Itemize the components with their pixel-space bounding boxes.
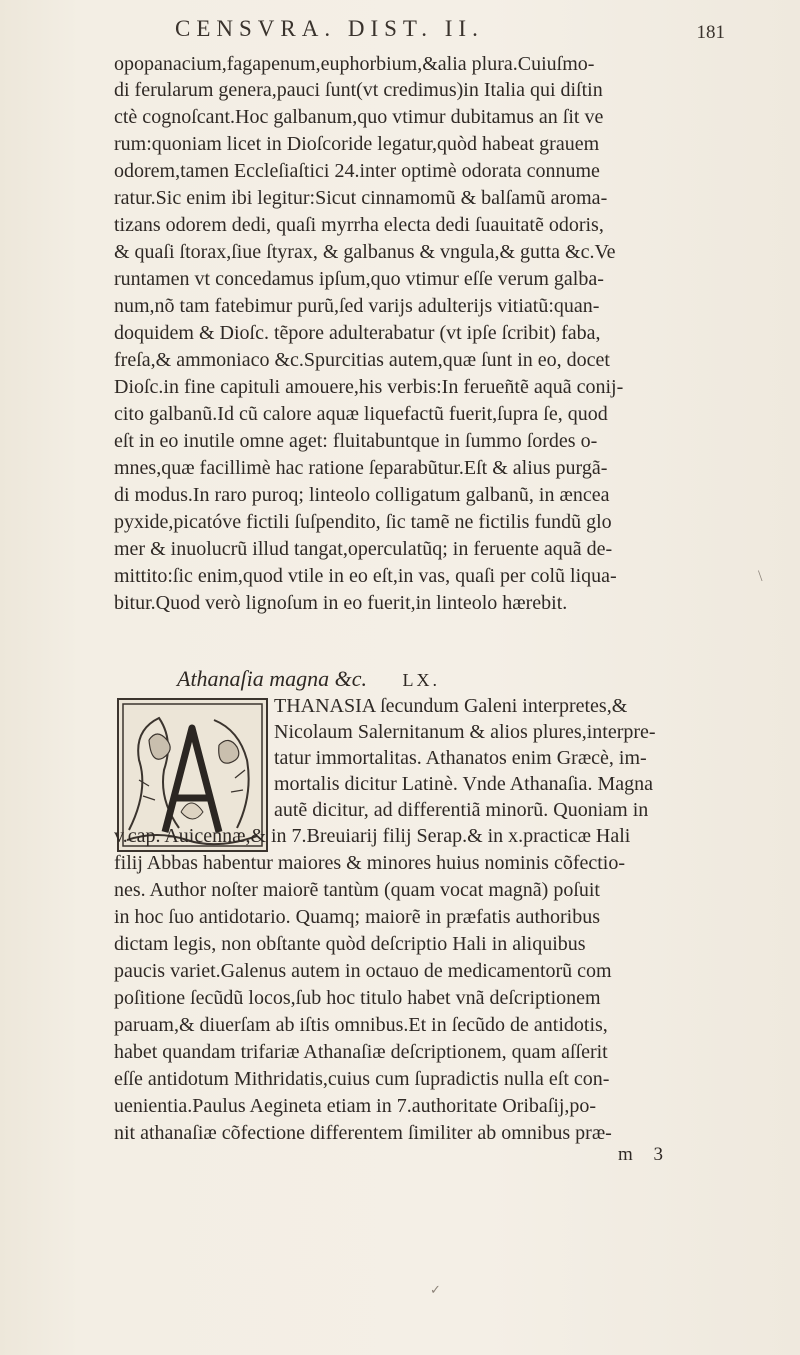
catchword: m 3	[618, 1144, 672, 1165]
text-line: rum:quoniam licet in Dioſcoride legatur,quòd habeat grauem	[114, 133, 600, 155]
section-title: Athanaſia magna &c.	[177, 666, 368, 691]
text-line: nit athanaſiæ cõfectione differentem ſimiliter ab omnibus præ-	[114, 1122, 612, 1144]
text-line: opopanacium,fagapenum,euphorbium,&alia plura.Cuiuſmo-	[114, 53, 595, 75]
text-line: paruam,& diuerſam ab iſtis omnibus.Et in ſecũdo de antidotis,	[114, 1014, 608, 1036]
page-number: 181	[696, 22, 725, 43]
text-line: pyxide,picatóve fictili ſuſpendito, ſic tamẽ ne fictilis fundũ glo	[114, 511, 612, 533]
text-line: eſt in eo inutile omne aget: fluitabuntque in ſummo ſordes o-	[114, 430, 598, 452]
text-line: cito galbanũ.Id cũ calore aquæ liquefactũ fuerit,ſupra ſe, quod	[114, 403, 608, 425]
text-line: doquidem & Dioſc. tẽpore adulterabatur (vt ipſe ſcribit) faba,	[114, 322, 601, 344]
text-line: di modus.In raro puroq; linteolo colligatum galbanũ, in æncea	[114, 484, 610, 506]
text-line: num,nõ tam fatebimur purũ,ſed varijs adulterijs vitiatũ:quan-	[114, 295, 600, 317]
text-line: di ferularum genera,pauci ſunt(vt credimus)in Italia qui diſtin	[114, 79, 603, 101]
text-line: dictam legis, non obſtante quòd deſcriptio Hali in aliquibus	[114, 933, 586, 955]
text-line: poſitione ſecũdũ locos,ſub hoc titulo habet vnã deſcriptionem	[114, 987, 601, 1009]
text-line: autẽ dicitur, ad differentiã minorũ. Quoniam in	[274, 799, 649, 821]
text-line: THANASIA ſecundum Galeni interpretes,&	[274, 695, 628, 717]
text-line: mer & inuolucrũ illud tangat,operculatũq; in feruente aquã de-	[114, 538, 613, 560]
text-line: runtamen vt concedamus ipſum,quo vtimur eſſe verum galba-	[114, 268, 604, 290]
text-line: ratur.Sic enim ibi legitur:Sicut cinnamomũ & balſamũ aroma-	[114, 187, 608, 209]
running-head-title: CENSVRA. DIST. II.	[175, 16, 484, 41]
text-line: uenientia.Paulus Aegineta etiam in 7.authoritate Oribaſij,po-	[114, 1095, 597, 1117]
section-heading	[177, 666, 717, 692]
text-line: & quaſi ſtorax,ſiue ſtyrax, & galbanus & vngula,& gutta &c.Ve	[114, 241, 616, 263]
text-line: v.cap. Auicennæ,& in 7.Breuiarij filij Serap.& in x.practicæ Hali	[114, 825, 631, 847]
text-line: nes. Author noſter maiorẽ tantùm (quam vocat magnã) poſuit	[114, 879, 600, 901]
text-line: Dioſc.in fine capituli amouere,his verbis:In ferueñtẽ aquã conij-	[114, 376, 624, 398]
text-line: paucis variet.Galenus autem in octauo de medicamentorũ com	[114, 960, 612, 982]
text-line: mnes,quæ facillimè hac ratione ſeparabũtur.Eſt & alius purgã-	[114, 457, 608, 479]
text-line: bitur.Quod verò lignoſum in eo fuerit,in linteolo hærebit.	[114, 592, 568, 614]
running-head	[175, 16, 735, 46]
text-line: in hoc ſuo antidotario. Quamq; maiorẽ in præfatis authoribus	[114, 906, 601, 928]
text-line: filij Abbas habentur maiores & minores huius nominis cõfectio-	[114, 852, 626, 874]
text-line: mortalis dicitur Latinè. Vnde Athanaſia. Magna	[274, 773, 653, 795]
text-line: mittito:ſic enim,quod vtile in eo eſt,in vas, quaſi per colũ liqua-	[114, 565, 617, 587]
text-line: odorem,tamen Eccleſiaſtici 24.inter optimè odorata connume	[114, 160, 600, 182]
text-line: Nicolaum Salernitanum & alios plures,interpre-	[274, 721, 656, 743]
section-number: LX.	[402, 670, 441, 690]
text-line: tatur immortalitas. Athanatos enim Græcè, im-	[274, 747, 647, 769]
text-line: tizans odorem dedi, quaſi myrrha electa dedi ſuauitatẽ odoris,	[114, 214, 604, 236]
text-line: habet quandam trifariæ Athanaſiæ deſcriptionem, quam aſſerit	[114, 1041, 608, 1063]
text-line: ctè cognoſcant.Hoc galbanum,quo vtimur dubitamus an ſit ve	[114, 106, 604, 128]
text-line: freſa,& ammoniaco &c.Spurcitias autem,quæ ſunt in eo, docet	[114, 349, 610, 371]
margin-mark: \	[758, 568, 763, 585]
ink-speck: ✓	[430, 1282, 441, 1297]
text-line: eſſe antidotum Mithridatis,cuius cum ſupradictis nulla eſt con-	[114, 1068, 610, 1090]
